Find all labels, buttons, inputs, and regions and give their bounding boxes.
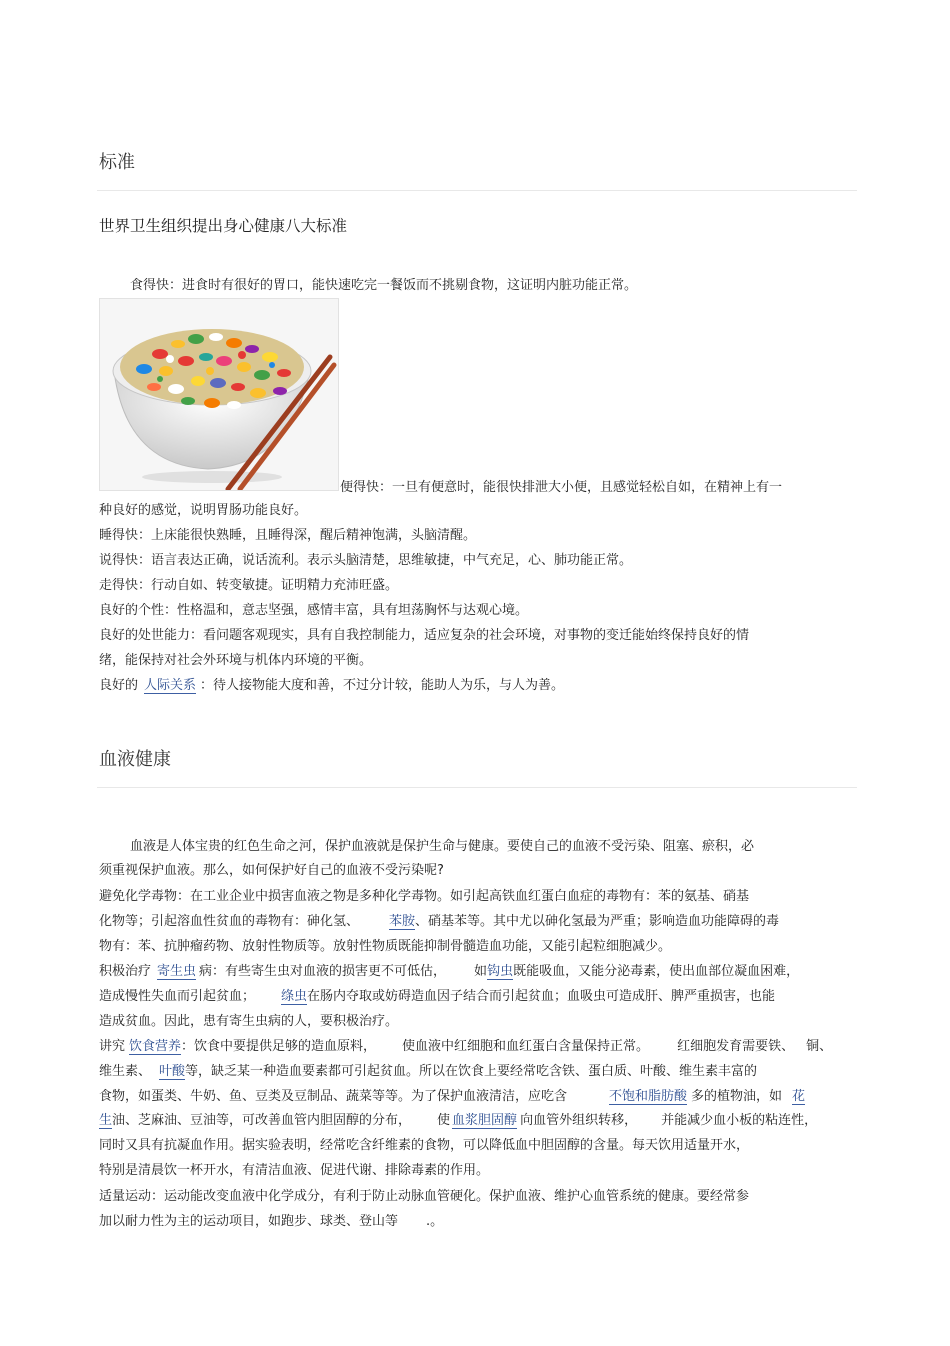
link-aniline[interactable]: 苯胺 [389, 914, 416, 929]
paragraph-line: 便得快：一旦有便意时，能很快排泄大小便，且感觉轻松自如，在精神上有一 [340, 480, 783, 495]
text-run: .。 [426, 1214, 444, 1229]
text-run: 等，缺乏某一种造血要素都可引起贫血。所以在饮食上要经常吃含铁、蛋白质、叶酸、维生素丰富的 [185, 1064, 758, 1079]
section-heading-standard: 标准 [99, 152, 135, 173]
link-parasite[interactable]: 寄生虫 [157, 964, 197, 979]
text-run: 向血管外组织转移， [520, 1113, 638, 1128]
link-diet-nutrition[interactable]: 饮食营养 [129, 1039, 182, 1054]
link-hookworm[interactable]: 钩虫 [487, 964, 514, 979]
paragraph-line: 特别是清晨饮一杯开水，有清洁血液、促进代谢、排除毒素的作用。 [99, 1163, 490, 1178]
link-peanut[interactable]: 花 [792, 1089, 806, 1104]
text-run: 红细胞发育需要铁、 [677, 1039, 795, 1054]
section-heading-blood-health: 血液健康 [99, 749, 171, 770]
paragraph-line: 良好的处世能力：看问题客观现实，具有自我控制能力，适应复杂的社会环境，对事物的变迁能始终保持良好的情 [99, 628, 750, 643]
paragraph-line [99, 914, 779, 930]
link-tapeworm[interactable]: 绦虫 [281, 989, 308, 1004]
paragraph-line [99, 989, 775, 1005]
text-run: 维生素、 [99, 1064, 152, 1079]
text-run: 、硝基苯等。其中尤以砷化氢最为严重；影响造血功能障碍的毒 [415, 914, 780, 929]
text-run: 积极治疗 [99, 964, 152, 979]
paragraph-line [99, 1064, 757, 1080]
text-run: 良好的 [99, 678, 139, 693]
paragraph-line: 须重视保护血液。那么，如何保护好自己的血液不受污染呢? [99, 863, 444, 878]
paragraph-line: 说得快：语言表达正确，说话流利。表示头脑清楚，思维敏捷，中气充足，心、肺功能正常。 [99, 553, 633, 568]
text-run: ：饮食中要提供足够的造血原料， [181, 1039, 377, 1054]
text-run: 食物，如蛋类、牛奶、鱼、豆类及豆制品、蔬菜等等。为了保护血液清洁，应吃含 [99, 1089, 568, 1104]
paragraph-line: 适量运动：运动能改变血液中化学成分，有利于防止动脉血管硬化。保护血液、维护心血管系统的健康。要经常参 [99, 1189, 750, 1204]
paragraph-line: 血液是人体宝贵的红色生命之河，保护血液就是保护生命与健康。要使自己的血液不受污染、阻塞、瘀积，必 [130, 839, 755, 854]
paragraph-line [99, 1214, 443, 1230]
text-run: 加以耐力性为主的运动项目，如跑步、球类、登山等 [99, 1214, 399, 1229]
text-run: 如 [474, 964, 488, 979]
text-run: 铜、 [806, 1039, 833, 1054]
paragraph-line: 物有：苯、抗肿瘤药物、放射性物质等。放射性物质既能抑制骨髓造血功能，又能引起粒细胞减少。 [99, 939, 672, 954]
text-run: 病：有些寄生虫对血液的损害更不可低估， [199, 964, 447, 979]
text-run: 化物等；引起溶血性贫血的毒物有：砷化氢、 [99, 914, 360, 929]
text-run: 既能吸血，又能分泌毒素，使出血部位凝血困难， [513, 964, 800, 979]
paragraph-line: 同时又具有抗凝血作用。据实验表明，经常吃含纤维素的食物，可以降低血中胆固醇的含量。每天饮用适量开水， [99, 1138, 750, 1153]
paragraph-line [99, 678, 564, 694]
paragraph-line: 避免化学毒物：在工业企业中损害血液之物是多种化学毒物。如引起高铁血红蛋白血症的毒物有：苯的氨基、硝基 [99, 889, 750, 904]
link-interpersonal-relations[interactable]: 人际关系 [144, 678, 197, 693]
link-peanut-continued[interactable]: 生 [99, 1113, 113, 1128]
paragraph-line [99, 964, 799, 980]
text-run: 在肠内夺取或妨碍造血因子结合而引起贫血；血吸虫可造成肝、脾严重损害，也能 [307, 989, 776, 1004]
paragraph-line: 走得快：行动自如、转变敏捷。证明精力充沛旺盛。 [99, 578, 399, 593]
heading-divider [97, 787, 857, 788]
paragraph-line: 造成贫血。因此，患有寄生虫病的人，要积极治疗。 [99, 1014, 399, 1029]
paragraph-line [99, 1039, 832, 1055]
link-plasma-cholesterol[interactable]: 血浆胆固醇 [452, 1113, 518, 1128]
paragraph-line: 睡得快：上床能很快熟睡，且睡得深，醒后精神饱满，头脑清醒。 [99, 528, 477, 543]
text-run: 油、芝麻油、豆油等，可改善血管内胆固醇的分布， [112, 1113, 412, 1128]
pills-in-bowl-image [99, 298, 339, 491]
paragraph-line [99, 1113, 817, 1129]
text-run: ：待人接物能大度和善，不过分计较，能助人为乐，与人为善。 [200, 678, 565, 693]
link-unsaturated-fatty-acid[interactable]: 不饱和脂肪酸 [609, 1089, 688, 1104]
text-run: 讲究 [99, 1039, 126, 1054]
text-run: 并能减少血小板的粘连性， [661, 1113, 818, 1128]
paragraph-line: 食得快：进食时有很好的胃口，能快速吃完一餐饭而不挑剔食物，这证明内脏功能正常。 [130, 278, 638, 293]
text-run: 多的植物油，如 [691, 1089, 783, 1104]
text-run: 使 [437, 1113, 451, 1128]
paragraph-line [99, 1089, 805, 1105]
paragraph-line: 良好的个性：性格温和，意志坚强，感情丰富，具有坦荡胸怀与达观心境。 [99, 603, 529, 618]
heading-divider [97, 190, 857, 191]
paragraph-line: 绪，能保持对社会外环境与机体内环境的平衡。 [99, 653, 373, 668]
link-folic-acid[interactable]: 叶酸 [159, 1064, 186, 1079]
text-run: 造成慢性失血而引起贫血； [99, 989, 256, 1004]
text-run: 使血液中红细胞和血红蛋白含量保持正常。 [402, 1039, 650, 1054]
paragraph-line: 种良好的感觉，说明胃肠功能良好。 [99, 503, 308, 518]
section-subheading: 世界卫生组织提出身心健康八大标准 [99, 217, 348, 235]
